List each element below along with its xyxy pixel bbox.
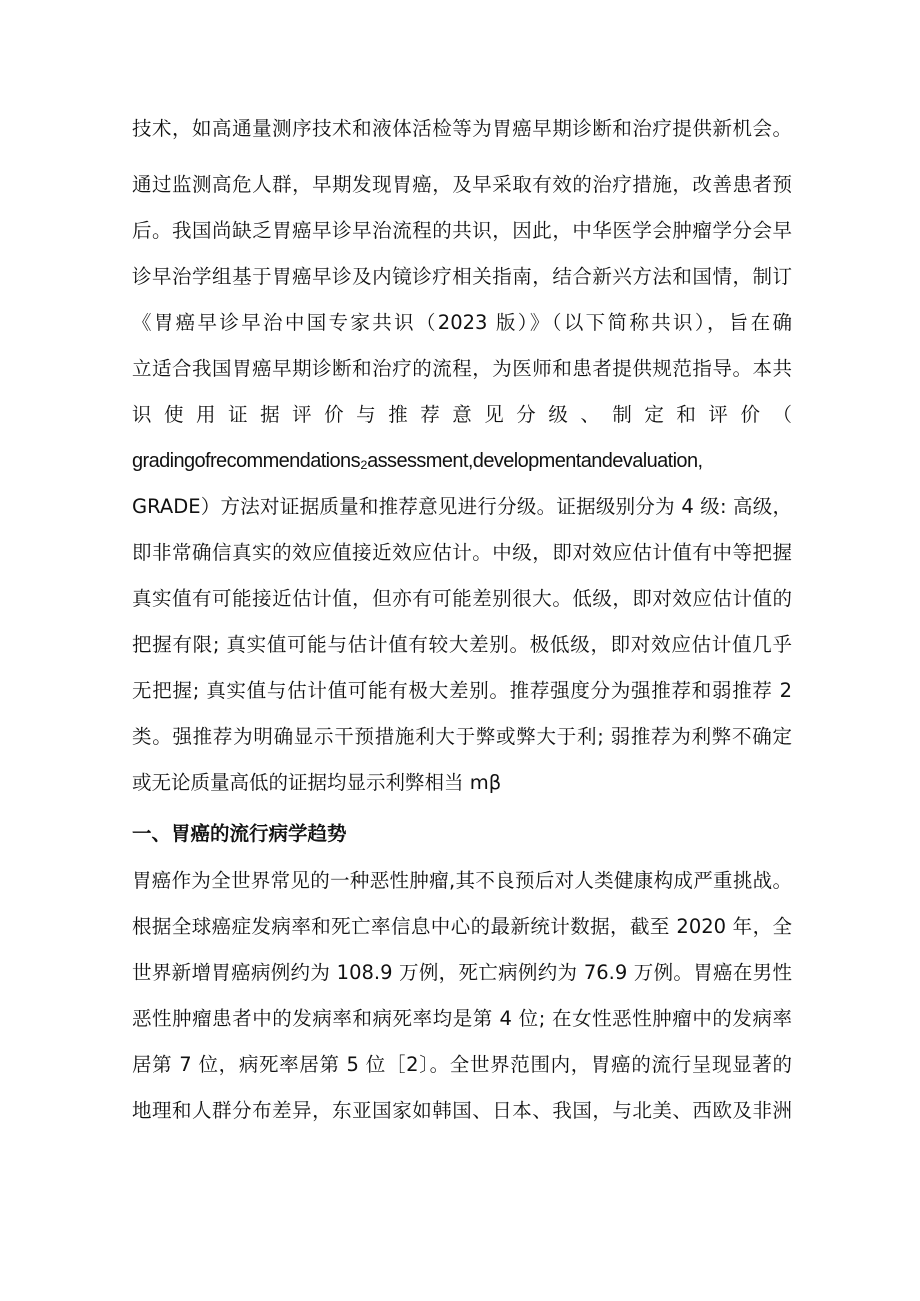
paragraph-line-last: 或无论质量高低的证据均显示利弊相当 mβ	[132, 771, 502, 794]
paragraph-line: 居第 7 位，病死率居第 5 位［2〕。全世界范围内，胃癌的流行呈现显著的	[132, 1053, 792, 1076]
paragraph-line: 胃癌作为全世界常见的一种恶性肿瘤,其不良预后对人类健康构成严重挑战。	[132, 869, 792, 892]
paragraph-line: GRADE）方法对证据质量和推荐意见进行分级。证据级别分为 4 级: 高级，	[132, 495, 792, 518]
paragraph-line: 《胃癌早诊早治中国专家共识（2023 版）》（以下简称共识），旨在确	[132, 311, 792, 334]
paragraph-line: 根据全球癌症发病率和死亡率信息中心的最新统计数据，截至 2020 年，全	[132, 915, 792, 938]
paragraph-line: 识 使 用 证 据 评 价 与 推 荐 意 见 分 级 、 制 定 和 评 价 （	[132, 403, 792, 426]
paragraph-line: gradingofrecommendations₂assessment,developmentandevaluation,	[132, 450, 703, 472]
paragraph-line: 无把握; 真实值与估计值可能有极大差别。推荐强度分为强推荐和弱推荐 2	[132, 679, 792, 702]
paragraph-line: 立适合我国胃癌早期诊断和治疗的流程，为医师和患者提供规范指导。本共	[132, 357, 792, 380]
paragraph-line: 恶性肿瘤患者中的发病率和病死率均是第 4 位; 在女性恶性肿瘤中的发病率	[132, 1007, 792, 1030]
paragraph-line: 技术，如高通量测序技术和液体活检等为胃癌早期诊断和治疗提供新机会。	[132, 117, 792, 140]
paragraph-line: 通过监测高危人群，早期发现胃癌，及早采取有效的治疗措施，改善患者预	[132, 173, 792, 196]
paragraph-line: 后。我国尚缺乏胃癌早诊早治流程的共识，因此，中华医学会肿瘤学分会早	[132, 219, 792, 242]
paragraph-line: 真实值有可能接近估计值，但亦有可能差别很大。低级，即对效应估计值的	[132, 587, 792, 610]
paragraph-line: 诊早治学组基于胃癌早诊及内镜诊疗相关指南，结合新兴方法和国情，制订	[132, 265, 792, 288]
paragraph-line: 世界新增胃癌病例约为 108.9 万例，死亡病例约为 76.9 万例。胃癌在男性	[132, 961, 792, 984]
paragraph-line: 即非常确信真实的效应值接近效应估计。中级，即对效应估计值有中等把握	[132, 541, 792, 564]
paragraph-line: 类。强推荐为明确显示干预措施利大于弊或弊大于利; 弱推荐为利弊不确定	[132, 725, 792, 748]
section-heading: 一、胃癌的流行病学趋势	[132, 822, 347, 845]
paragraph-line: 地理和人群分布差异，东亚国家如韩国、日本、我国，与北美、西欧及非洲	[132, 1099, 792, 1122]
paragraph-line: 把握有限; 真实值可能与估计值有较大差别。极低级，即对效应估计值几乎	[132, 633, 792, 656]
